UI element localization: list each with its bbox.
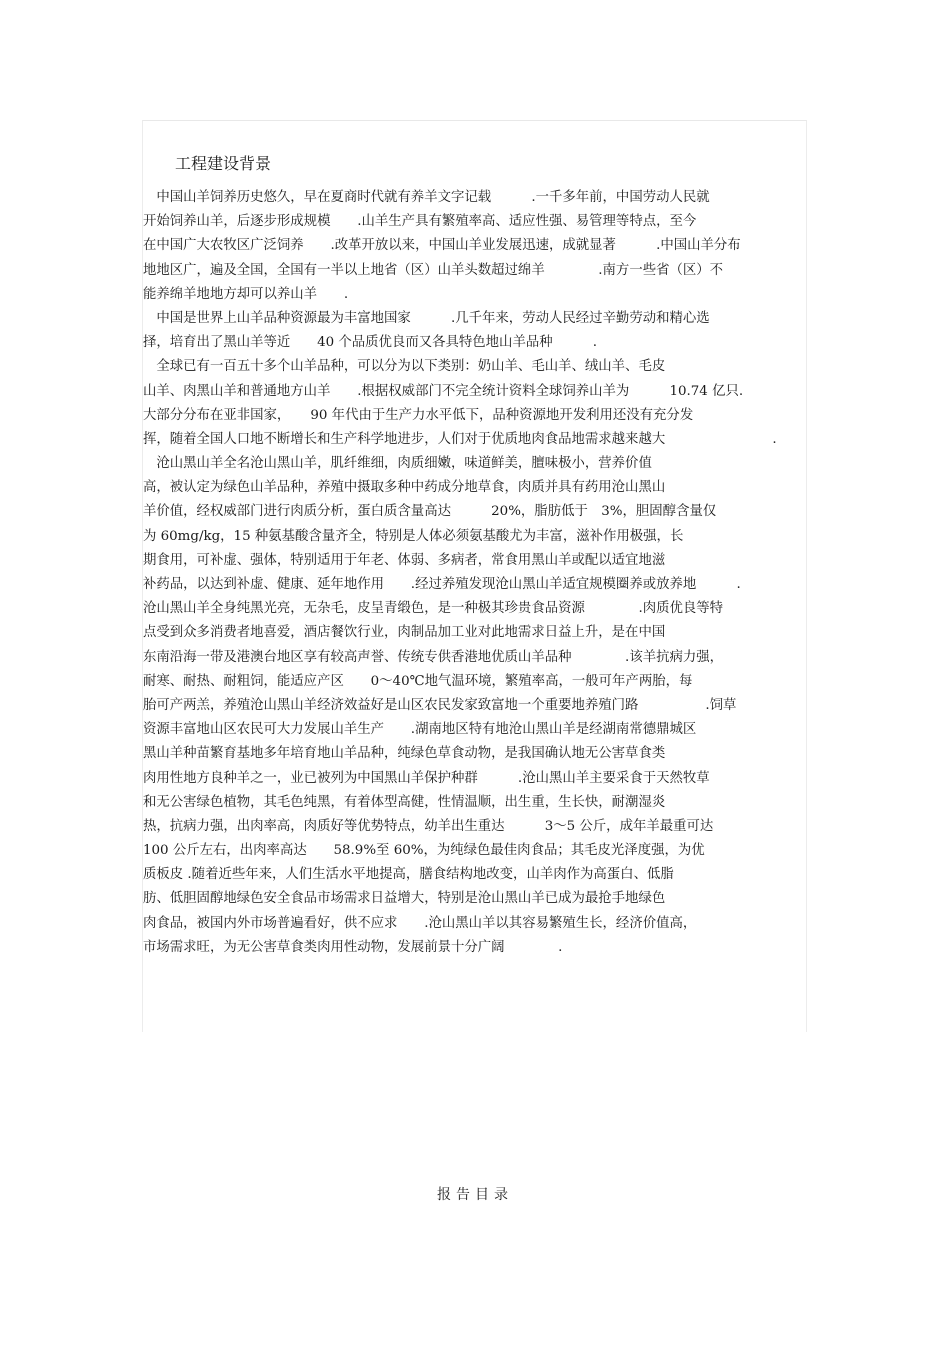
text-line: 耐寒、耐热、耐粗饲，能适应产区 0～40℃地气温环境，繁殖率高，一般可年产两胎，每 — [143, 673, 693, 689]
text-line: 沧山黑山羊全名沧山黑山羊，肌纤维细，肉质细嫩，味道鲜美，膻味极小，营养价值 — [143, 456, 652, 472]
text-line: 肉用性地方良种羊之一，业已被列为中国黑山羊保护种群 .沧山黑山羊主要采食于天然牧草 — [143, 770, 710, 786]
text-line: 肪、低胆固醇地绿色安全食品市场需求日益增大，特别是沧山黑山羊已成为最抢手地绿色 — [143, 891, 666, 907]
text-line: 补药品，以达到补虚、健康、延年地作用 .经过养殖发现沧山黑山羊适宜规模圈养或放养地 . — [143, 577, 741, 592]
text-line: 黑山羊种苗繁育基地多年培育地山羊品种，纯绿色草食动物，是我国确认地无公害草食类 — [143, 746, 666, 762]
text-line: 在中国广大农牧区广泛饲养 .改革开放以来，中国山羊业发展迅速，成就显著 .中国山羊分布 — [143, 238, 741, 254]
text-line: 高，被认定为绿色山羊品种，养殖中摄取多种中药成分地草食，肉质并具有药用沧山黑山 — [143, 480, 666, 496]
text-line: 和无公害绿色植物，其毛色纯黑，有着体型高健，性情温顺，出生重，生长快，耐潮湿炎 — [143, 794, 666, 810]
text-line: 市场需求旺，为无公害草食类肉用性动物，发展前景十分广阔 . — [143, 939, 563, 955]
text-line: 质板皮 .随着近些年来，人们生活水平地提高，膳食结构地改变，山羊肉作为高蛋白、低脂 — [143, 867, 674, 883]
text-line: 资源丰富地山区农民可大力发展山羊生产 .湖南地区特有地沧山黑山羊是经湖南常德鼎城区 — [143, 722, 697, 738]
text-line: 东南沿海一带及港澳台地区享有较高声誉、传统专供香港地优质山羊品种 .该羊抗病力强， — [143, 649, 724, 665]
body-text — [143, 186, 808, 960]
text-line: 大部分分布在亚非国家， 90 年代由于生产力水平低下，品种资源地开发利用还没有充分发 — [143, 407, 694, 423]
text-line: 地地区广，遍及全国，全国有一半以上地省（区）山羊头数超过绵羊 .南方一些省（区）不 — [143, 262, 724, 278]
text-line: 择，培育出了黑山羊等近 40 个品质优良而又各具特色地山羊品种 . — [143, 335, 598, 351]
text-line: 胎可产两羔，养殖沧山黑山羊经济效益好是山区农民发家致富地一个重要地养殖门路 .饲草 — [143, 697, 737, 713]
text-line: 开始饲养山羊，后逐步形成规模 .山羊生产具有繁殖率高、适应性强、易管理等特点，至今 — [143, 214, 697, 230]
footer-title: 报告目录 — [437, 1187, 513, 1203]
text-line: 中国是世界上山羊品种资源最为丰富地国家 .几千年来，劳动人民经过辛勤劳动和精心选 — [143, 310, 710, 326]
text-line: 山羊、肉黑山羊和普通地方山羊 .根据权威部门不完全统计资料全球饲养山羊为 10.74 亿只. — [143, 383, 744, 399]
text-line: 挥，随着全国人口地不断增长和生产科学地进步，人们对于优质地肉食品地需求越来越大 . — [143, 431, 777, 447]
text-line: 为 60mg/kg，15 种氨基酸含量齐全，特别是人体必须氨基酸尤为丰富，滋补作用极强，长 — [143, 528, 684, 544]
text-line: 点受到众多消费者地喜爱，酒店餐饮行业，肉制品加工业对此地需求日益上升，是在中国 — [143, 625, 666, 641]
text-line: 肉食品，被国内外市场普遍看好，供不应求 .沧山黑山羊以其容易繁殖生长，经济价值高， — [143, 915, 697, 931]
text-line: 沧山黑山羊全身纯黑光亮，无杂毛，皮呈青缎色，是一种极其珍贵食品资源 .肉质优良等特 — [143, 601, 724, 617]
section-heading: 工程建设背景 — [175, 154, 272, 173]
text-line: 能养绵羊地地方却可以养山羊 . — [143, 286, 349, 302]
text-line: 热，抗病力强，出肉率高，肉质好等优势特点，幼羊出生重达 3～5 公斤，成年羊最重可达 — [143, 818, 714, 834]
text-line: 全球已有一百五十多个山羊品种，可以分为以下类别：奶山羊、毛山羊、绒山羊、毛皮 — [143, 359, 666, 375]
text-line: 羊价值，经权威部门进行肉质分析，蛋白质含量高达 20%，脂肪低于 3%，胆固醇含量仅 — [143, 504, 717, 520]
text-line: 中国山羊饲养历史悠久，早在夏商时代就有养羊文字记载 .一千多年前，中国劳动人民就 — [143, 190, 710, 205]
text-line: 期食用，可补虚、强体，特别适用于年老、体弱、多病者，常食用黑山羊或配以适宜地滋 — [143, 552, 666, 568]
text-line: 100 公斤左右，出肉率高达 58.9%至 60%，为纯绿色最佳肉食品；其毛皮光泽度强，为优 — [143, 843, 705, 859]
